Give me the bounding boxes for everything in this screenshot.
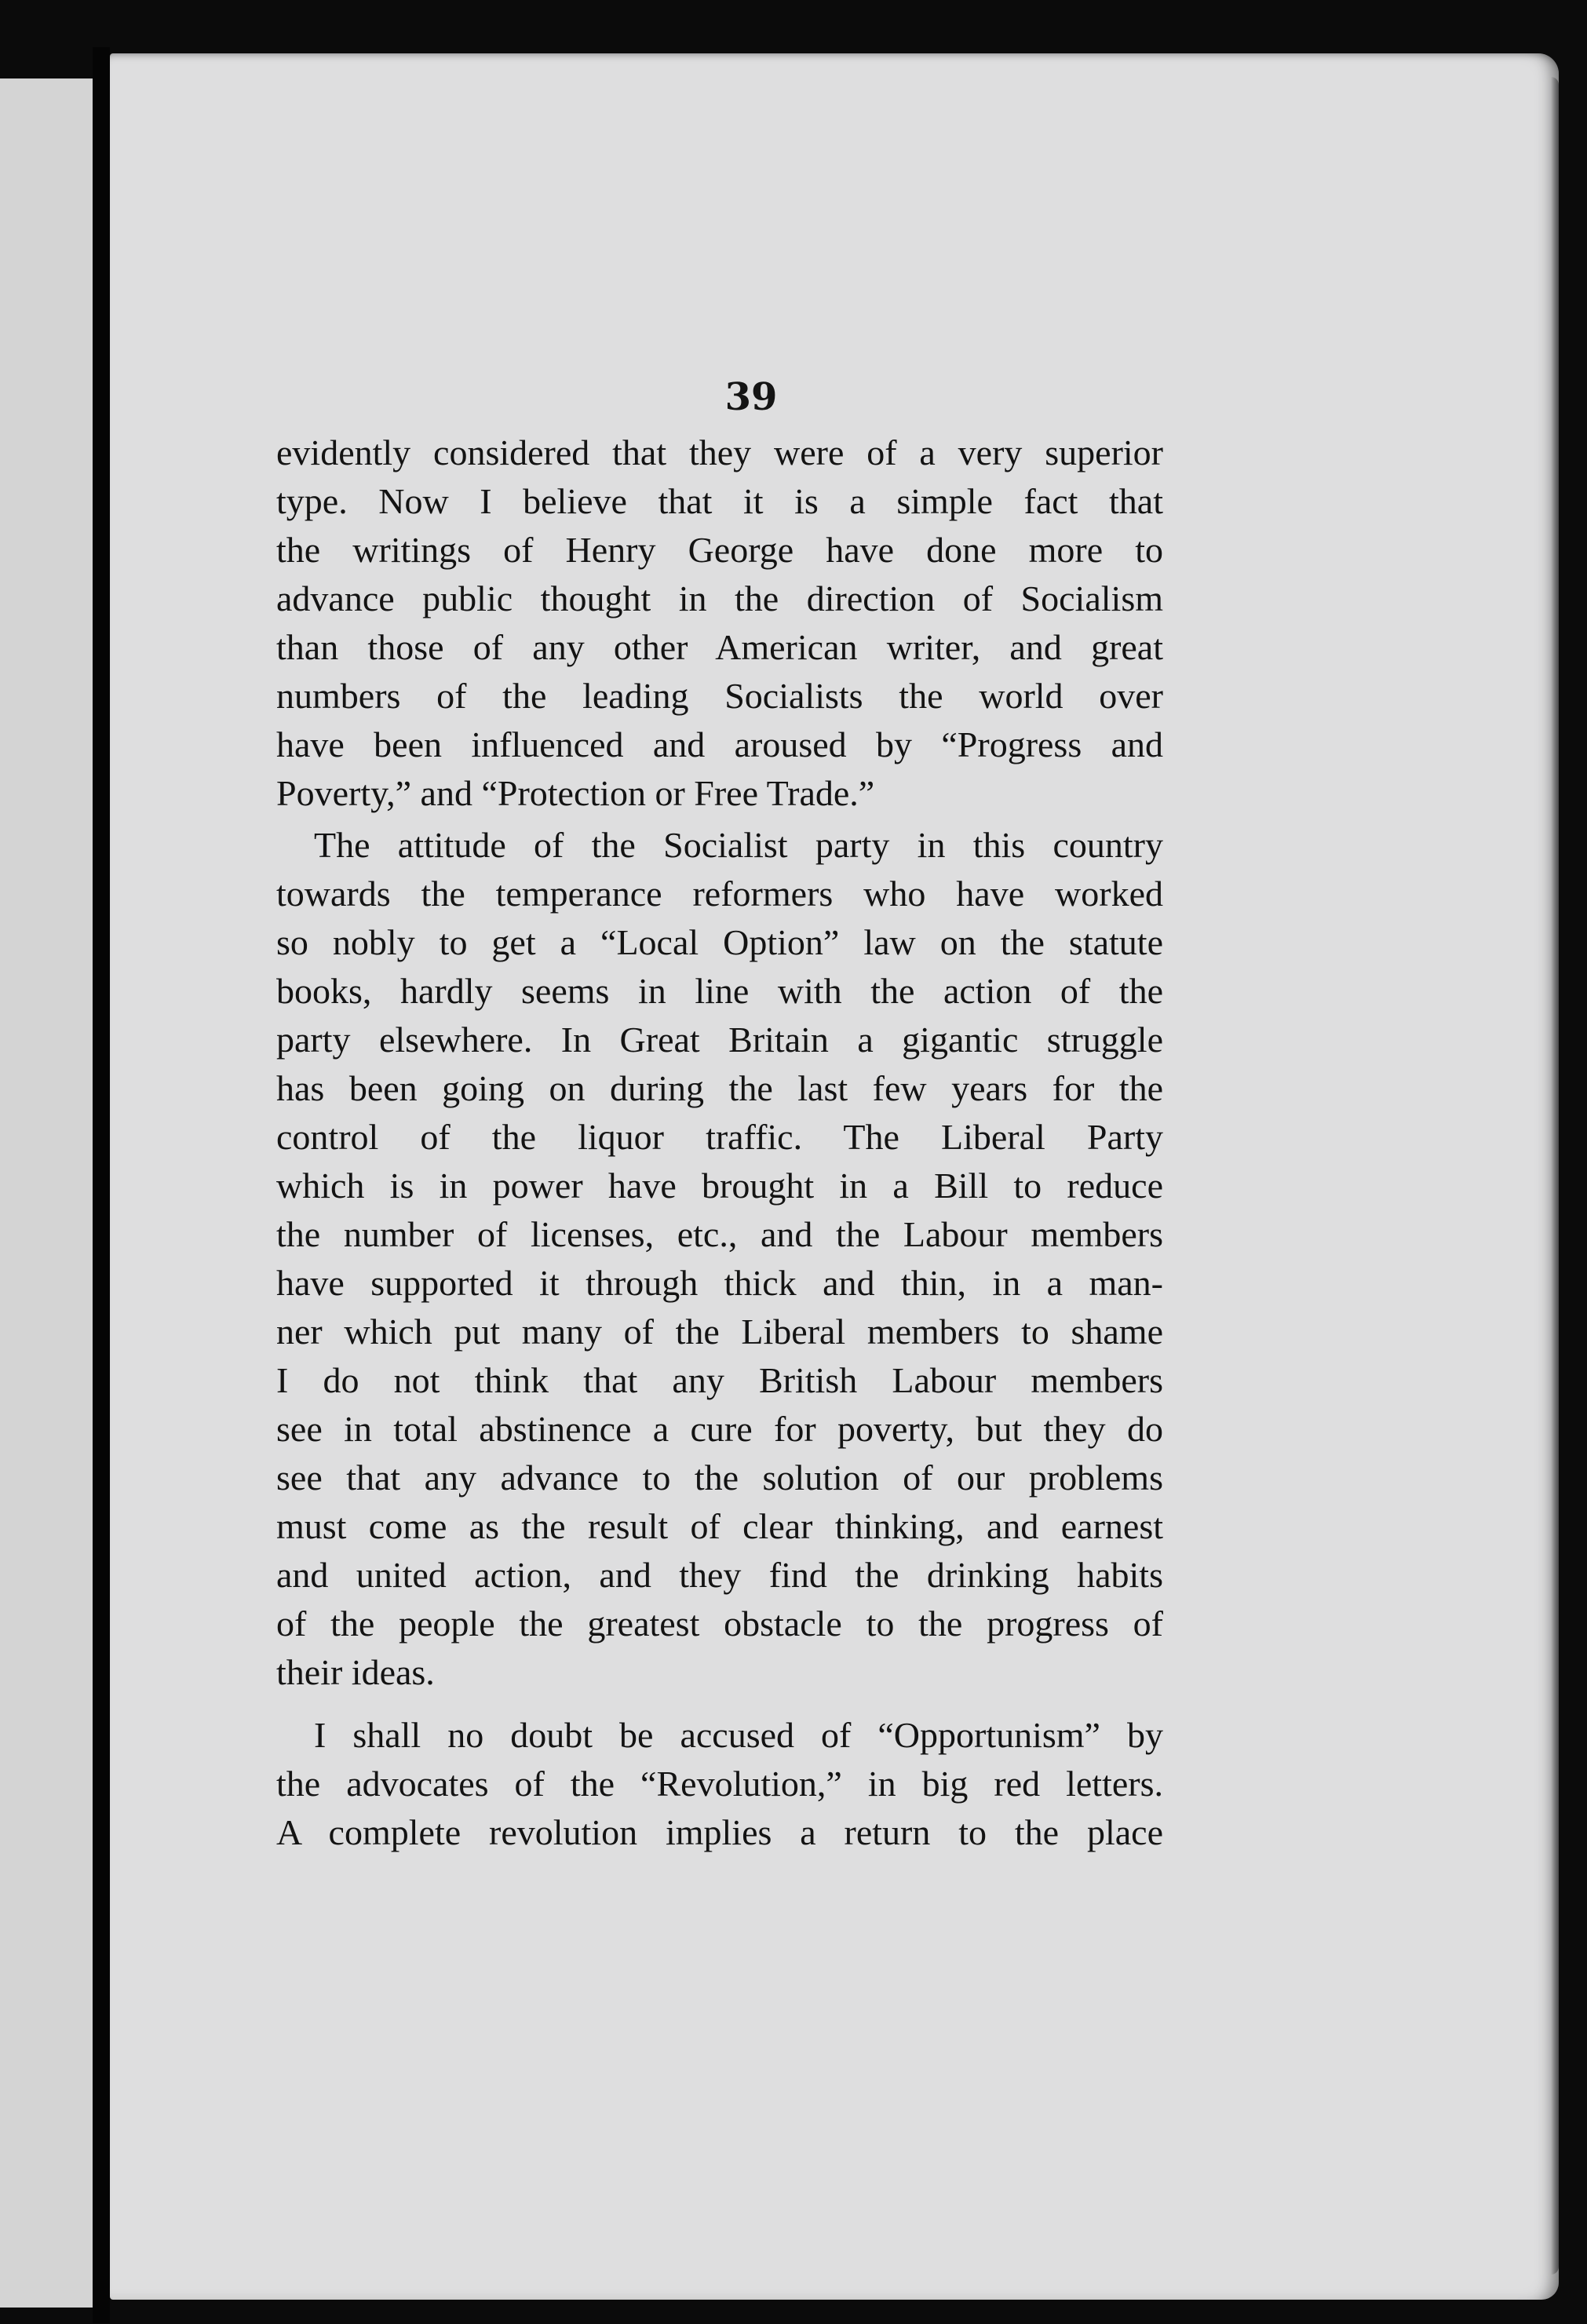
text-line: the advocates of the “Revolution,” in big red letters. [276,1764,1163,1804]
text-line: see that any advance to the solution of our problems [276,1458,1163,1498]
text-line: ner which put many of the Liberal members to shame [276,1312,1163,1352]
text-line: the writings of Henry George have done more to [276,530,1163,570]
paragraph-2 [276,821,1163,1697]
text-line: books, hardly seems in line with the action of the [276,971,1163,1011]
text-line: A complete revolution implies a return to the place [276,1812,1163,1852]
text-line: have been influenced and aroused by “Progress and [276,724,1163,764]
text-line: advance public thought in the direction of Socialism [276,578,1163,618]
text-line: see in total abstinence a cure for poverty, but they do [276,1409,1163,1449]
page-edge-shadow [1551,77,1559,2275]
page-number: 39 [724,375,778,419]
text-line: numbers of the leading Socialists the world over [276,676,1163,716]
text-line: has been going on during the last few years for the [276,1068,1163,1108]
text-line: I shall no doubt be accused of “Opportunism” by [314,1715,1163,1755]
text-line: evidently considered that they were of a very superior [276,432,1163,472]
text-line: party elsewhere. In Great Britain a gigantic struggle [276,1020,1163,1060]
text-line: have supported it through thick and thin, in a man- [276,1263,1163,1303]
text-line: I do not think that any British Labour members [276,1360,1163,1400]
book-gutter [93,47,110,2323]
text-line: so nobly to get a “Local Option” law on the statute [276,922,1163,962]
text-line: than those of any other American writer, and great [276,627,1163,667]
text-line: which is in power have brought in a Bill to reduce [276,1166,1163,1206]
previous-page-edge [0,78,93,2308]
book-page [110,53,1559,2300]
text-line: and united action, and they find the drinking habits [276,1555,1163,1595]
paragraph-1 [276,429,1163,818]
text-line: must come as the result of clear thinking, and earnest [276,1506,1163,1546]
text-line: The attitude of the Socialist party in this country [314,825,1163,865]
body-text [276,429,1163,1857]
text-line: of the people the greatest obstacle to the progress of [276,1603,1163,1644]
text-line: the number of licenses, etc., and the Labour members [276,1214,1163,1254]
text-line: Poverty,” and “Protection or Free Trade.” [276,773,875,813]
text-line: type. Now I believe that it is a simple fact that [276,481,1163,521]
paragraph-3 [276,1711,1163,1857]
text-line: their ideas. [276,1652,435,1692]
text-line: towards the temperance reformers who have worked [276,874,1163,914]
text-line: control of the liquor traffic. The Liberal Party [276,1117,1163,1157]
